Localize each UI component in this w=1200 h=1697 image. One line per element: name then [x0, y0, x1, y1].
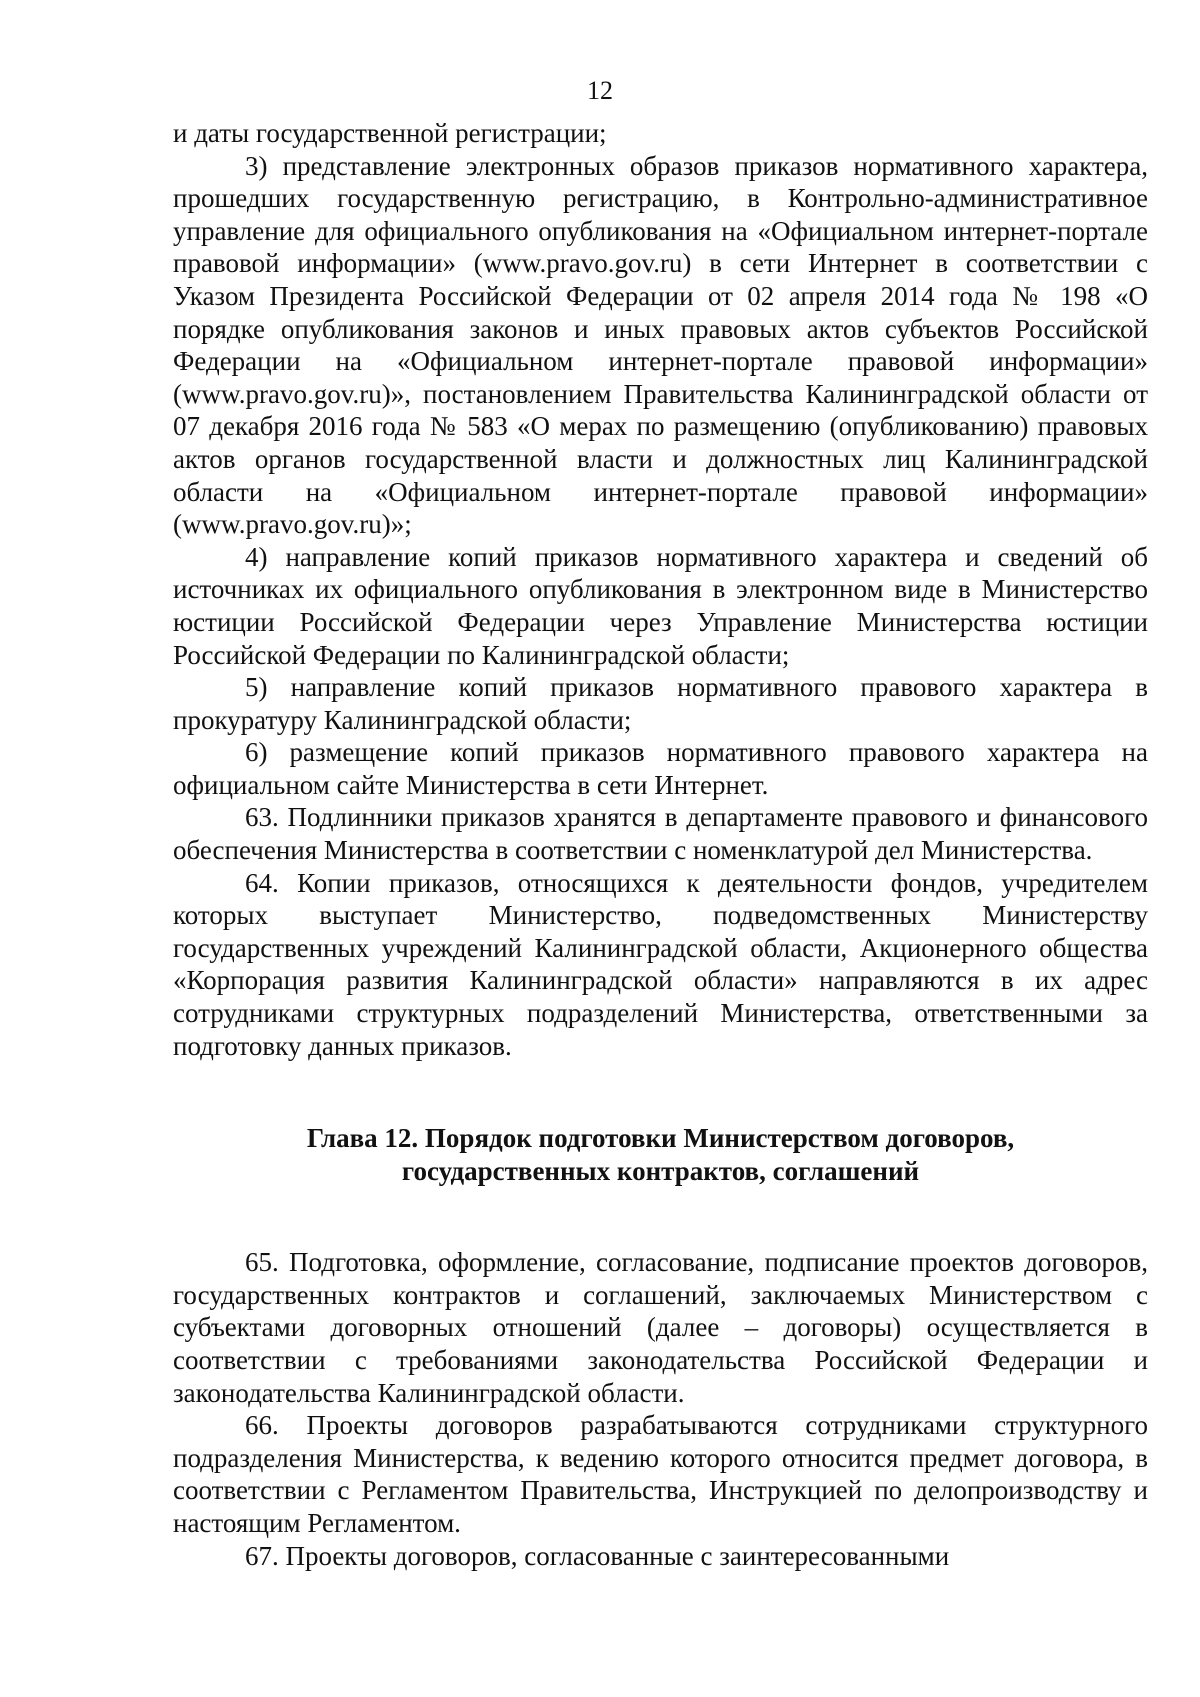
section-after-heading — [173, 1246, 1148, 1572]
page-number: 12 — [587, 76, 613, 105]
chapter-heading — [173, 1122, 1148, 1188]
paragraph: 63. Подлинники приказов хранятся в департаменте правового и финансового обеспечения Министерства в соответствии с номенклатурой дел Министерства. — [173, 802, 1148, 866]
paragraph: и даты государственной регистрации; — [173, 118, 607, 148]
paragraph: 6) размещение копий приказов нормативного правового характера на официальном сайте Министерства в сети Интернет. — [173, 737, 1148, 800]
document-body — [173, 117, 1148, 1572]
paragraph: 64. Копии приказов, относящихся к деятельности фондов, учредителем которых выступает Министерство, подведомственных Министерству государственных учреждений Калининградской области, Акционерного общества «Корпорация развития Калининградской области» направляются в их адрес сотрудниками структурных подразделений Министерства, ответственными за подготовку данных приказов. — [173, 867, 1148, 1061]
paragraph: 5) направление копий приказов нормативного правового характера в прокуратуру Калининградской области; — [173, 672, 1148, 735]
paragraph: 65. Подготовка, оформление, согласование, подписание проектов договоров, государственных контрактов и соглашений, заключаемых Министерством с субъектами договорных отношений (далее – договоры) осуществляется в соответствии с требованиями законодательства Российской Федерации и законодательства Калининградской области. — [173, 1247, 1148, 1408]
chapter-heading-line: государственных контрактов, соглашений — [401, 1156, 920, 1187]
chapter-heading-line: Глава 12. Порядок подготовки Министерством договоров, — [306, 1123, 1015, 1154]
paragraph: 4) направление копий приказов нормативного характера и сведений об источниках их официального опубликования в электронном виде в Министерство юстиции Российской Федерации через Управление Министерства юстиции Российской Федерации по Калининградской области; — [173, 541, 1148, 670]
paragraph: 3) представление электронных образов приказов нормативного характера, прошедших государственную регистрацию, в Контрольно-административное управление для официального опубликования на «Официальном интернет-портале правовой информации» (www.pravo.gov.ru) в сети Интернет в соответствии с Указом Президента Российской Федерации от 02 апреля 2014 года № 198 «О порядке опубликования законов и иных правовых актов субъектов Российской Федерации на «Официальном интернет-портале правовой информации» (www.pravo.gov.ru)», постановлением Правительства Калининградской области от 07 декабря 2016 года № 583 «О мерах по размещению (опубликованию) правовых актов органов государственной власти и должностных лиц Калининградской области на «Официальном интернет-портале правовой информации» (www.pravo.gov.ru)»; — [173, 150, 1148, 540]
paragraph: 66. Проекты договоров разрабатываются сотрудниками структурного подразделения Министерства, к ведению которого относится предмет договора, в соответствии с Регламентом Правительства, Инструкцией по делопроизводству и настоящим Регламентом. — [173, 1410, 1148, 1538]
paragraph: 67. Проекты договоров, согласованные с заинтересованными — [245, 1540, 950, 1571]
section-before-heading — [173, 117, 1148, 1062]
